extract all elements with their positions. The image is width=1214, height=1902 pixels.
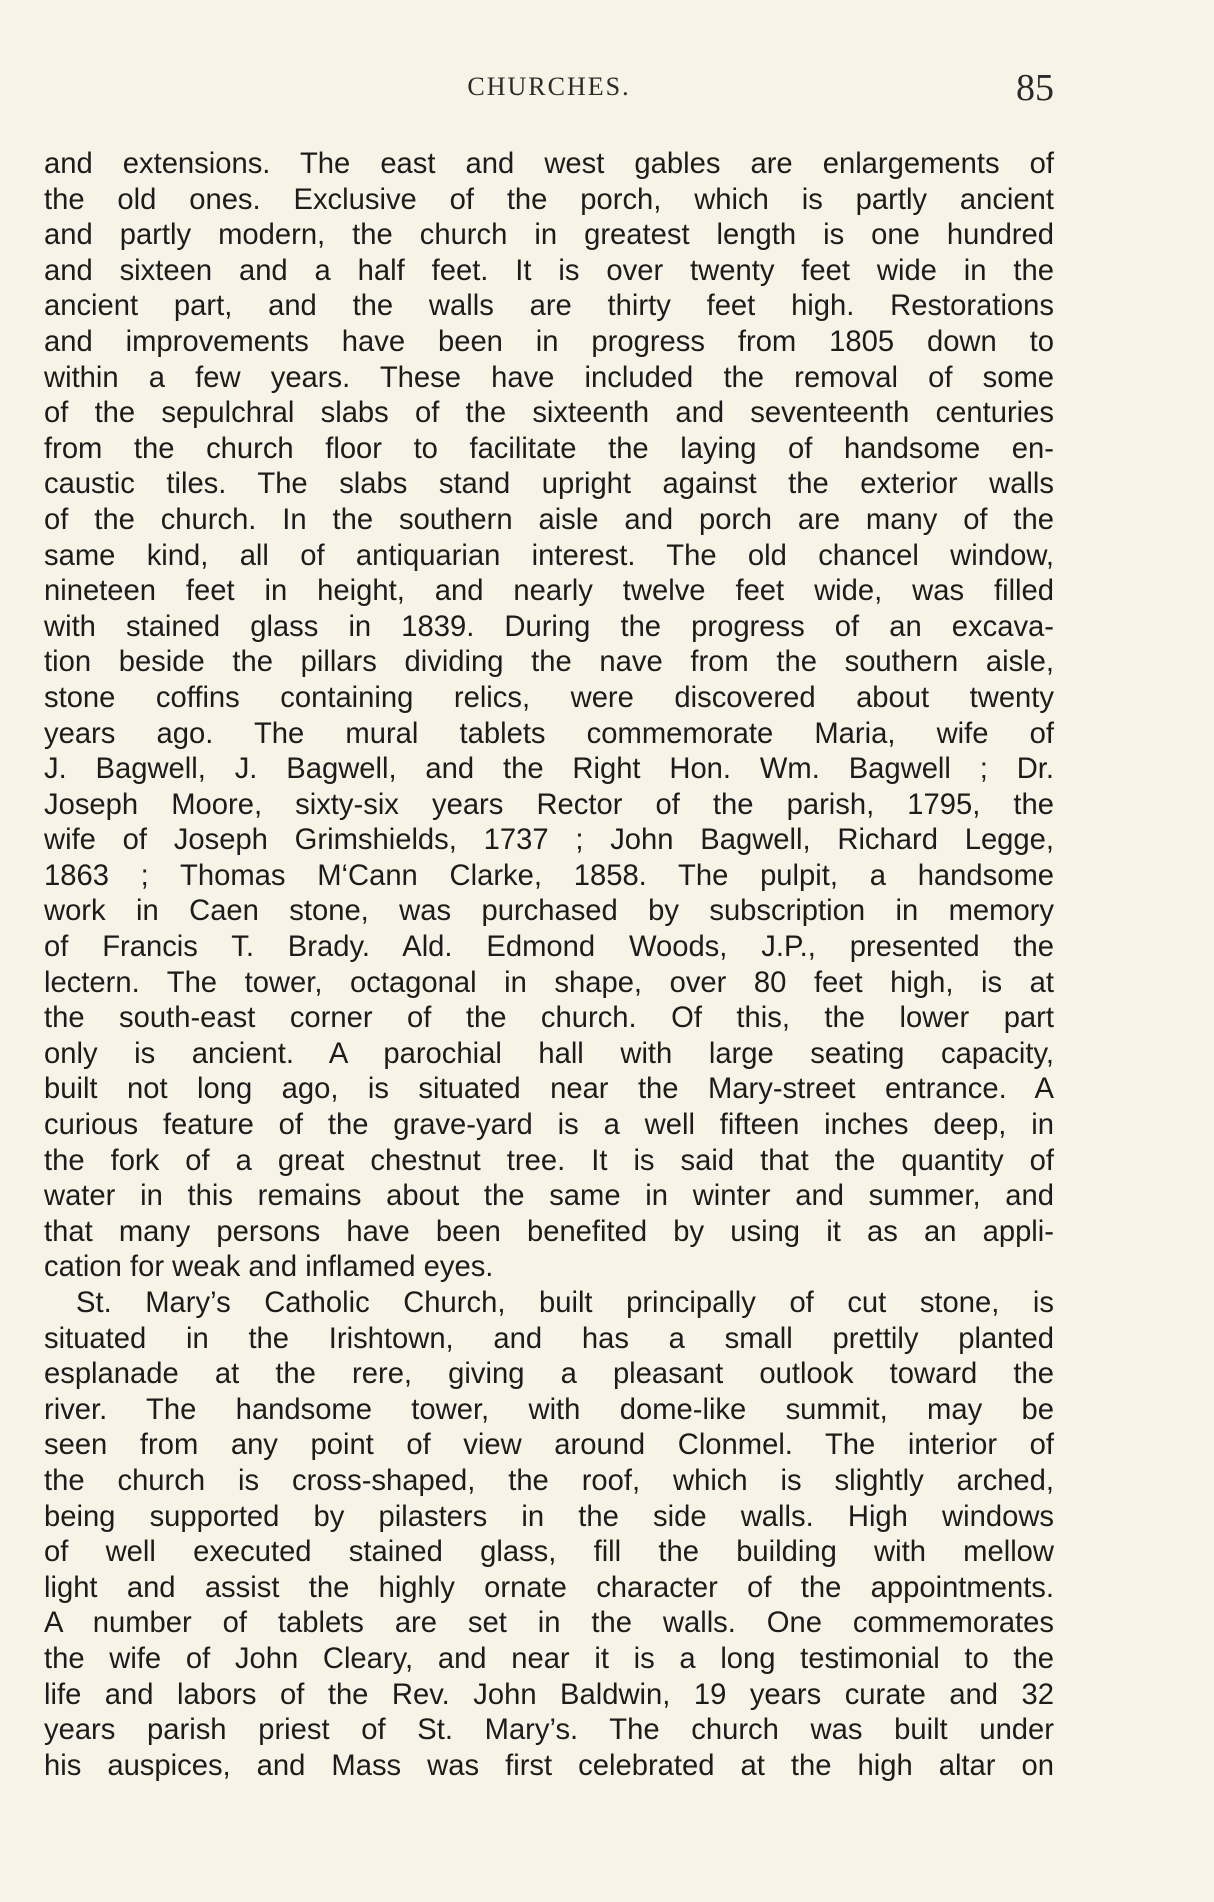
text-line: of the church. In the southern aisle and porch are many of the xyxy=(44,503,1054,536)
text-line: stone coffins containing relics, were discovered about twenty xyxy=(44,681,1054,714)
text-line: built not long ago, is situated near the Mary-street entrance. A xyxy=(44,1073,1054,1106)
text-line: years parish priest of St. Mary’s. The church was built under xyxy=(44,1714,1054,1747)
text-line: within a few years. These have included the removal of some xyxy=(44,361,1054,394)
text-line: nineteen feet in height, and nearly twelve feet wide, was filled xyxy=(44,575,1054,608)
text-line: work in Caen stone, was purchased by subscription in memory xyxy=(44,895,1054,928)
text-line: ancient part, and the walls are thirty feet high. Restorations xyxy=(44,290,1054,323)
text-line: seen from any point of view around Clonmel. The interior of xyxy=(44,1429,1054,1462)
body-text xyxy=(44,147,1054,1784)
text-line: that many persons have been benefited by using it as an appli- xyxy=(44,1215,1054,1248)
text-line: and sixteen and a half feet. It is over twenty feet wide in the xyxy=(44,254,1054,287)
text-line: and improvements have been in progress from 1805 down to xyxy=(44,325,1054,358)
text-line: of well executed stained glass, fill the building with mellow xyxy=(44,1536,1054,1569)
text-line: the wife of John Cleary, and near it is a long testimonial to the xyxy=(44,1642,1054,1675)
text-line: being supported by pilasters in the side walls. High windows xyxy=(44,1500,1054,1533)
text-line: J. Bagwell, J. Bagwell, and the Right Hon. Wm. Bagwell ; Dr. xyxy=(44,753,1054,786)
text-line: years ago. The mural tablets commemorate Maria, wife of xyxy=(44,717,1054,750)
text-line: river. The handsome tower, with dome-like summit, may be xyxy=(44,1393,1054,1426)
text-line: of Francis T. Brady. Ald. Edmond Woods, J.P., presented the xyxy=(44,931,1054,964)
running-head xyxy=(44,67,1054,116)
text-line: esplanade at the rere, giving a pleasant outlook toward the xyxy=(44,1358,1054,1391)
text-line: caustic tiles. The slabs stand upright against the exterior walls xyxy=(44,468,1054,501)
paragraph-end-line: cation for weak and inflamed eyes. xyxy=(44,1251,494,1284)
text-line: the south-east corner of the church. Of this, the lower part xyxy=(44,1002,1054,1035)
text-line: A number of tablets are set in the walls. One commemorates xyxy=(44,1607,1054,1640)
text-line: only is ancient. A parochial hall with large seating capacity, xyxy=(44,1037,1054,1070)
running-title: CHURCHES. xyxy=(467,72,631,101)
page-number: 85 xyxy=(1016,67,1054,109)
text-line: the fork of a great chestnut tree. It is said that the quantity of xyxy=(44,1144,1054,1177)
text-line: the church is cross-shaped, the roof, which is slightly arched, xyxy=(44,1464,1054,1497)
text-line: 1863 ; Thomas M‘Cann Clarke, 1858. The pulpit, a handsome xyxy=(44,859,1054,892)
paragraph-start-line: St. Mary’s Catholic Church, built principally of cut stone, is xyxy=(76,1287,1054,1319)
text-line: wife of Joseph Grimshields, 1737 ; John Bagwell, Richard Legge, xyxy=(44,824,1054,857)
text-line: life and labors of the Rev. John Baldwin, 19 years curate and 32 xyxy=(44,1678,1054,1711)
text-line: of the sepulchral slabs of the sixteenth and seventeenth centuries xyxy=(44,397,1054,430)
text-line: the old ones. Exclusive of the porch, which is partly ancient xyxy=(44,183,1054,216)
text-line: curious feature of the grave-yard is a well fifteen inches deep, in xyxy=(44,1109,1054,1142)
text-line: with stained glass in 1839. During the progress of an excava- xyxy=(44,610,1054,643)
text-line: and extensions. The east and west gables are enlargements of xyxy=(44,148,1054,180)
text-line: tion beside the pillars dividing the nave from the southern aisle, xyxy=(44,646,1054,679)
text-line: and partly modern, the church in greatest length is one hundred xyxy=(44,219,1054,252)
text-line: situated in the Irishtown, and has a small prettily planted xyxy=(44,1322,1054,1355)
text-line: light and assist the highly ornate character of the appointments. xyxy=(44,1571,1054,1604)
text-line: same kind, all of antiquarian interest. The old chancel window, xyxy=(44,539,1054,572)
text-line: Joseph Moore, sixty-six years Rector of the parish, 1795, the xyxy=(44,788,1054,821)
text-line: from the church floor to facilitate the laying of handsome en- xyxy=(44,432,1054,465)
text-line: lectern. The tower, octagonal in shape, over 80 feet high, is at xyxy=(44,966,1054,999)
text-line: water in this remains about the same in winter and summer, and xyxy=(44,1180,1054,1213)
text-line: his auspices, and Mass was first celebrated at the high altar on xyxy=(44,1749,1054,1782)
